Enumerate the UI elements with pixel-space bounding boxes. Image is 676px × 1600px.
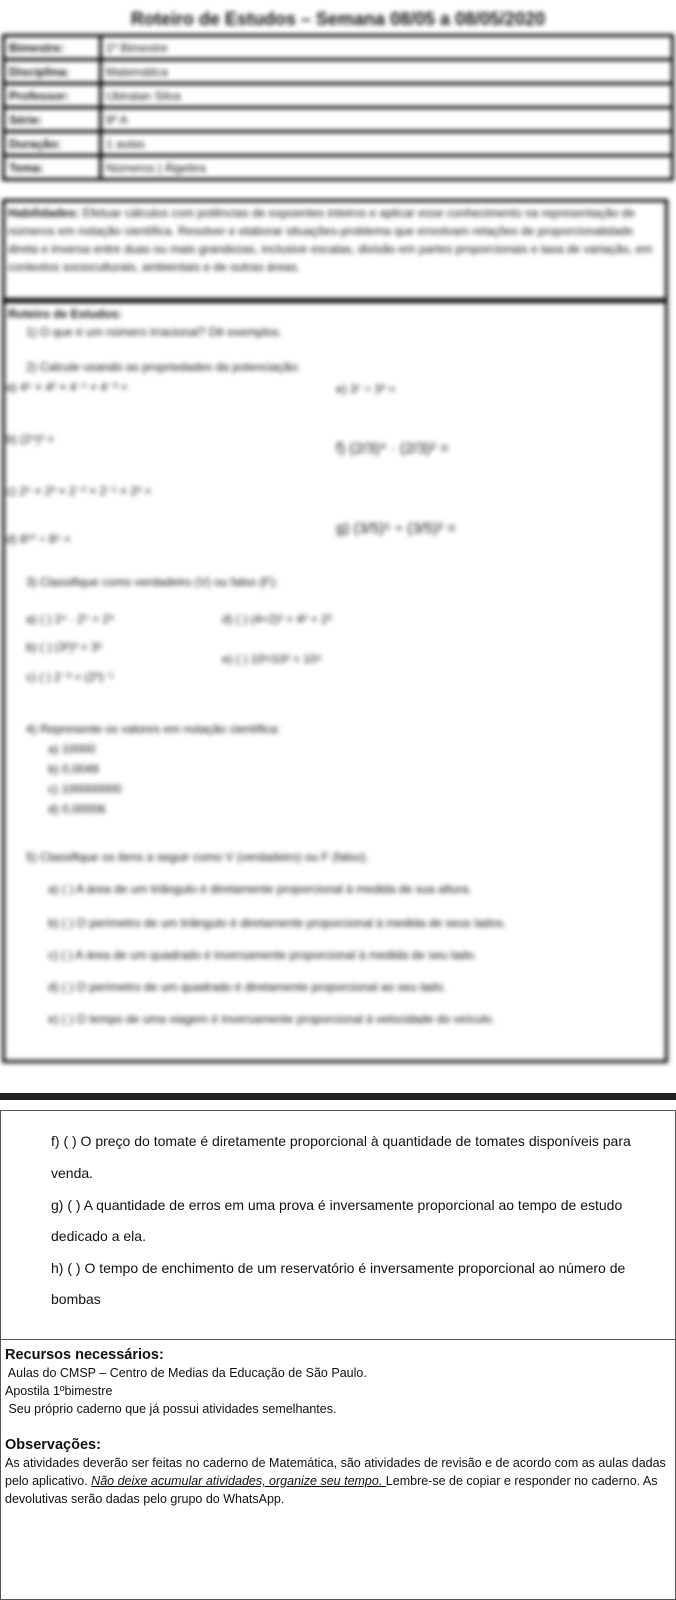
question-3c: c) ( ) 2⁻³ = (2³)⁻¹ xyxy=(26,670,114,684)
header-row xyxy=(4,108,673,132)
question-2b: b) (2⁴)² = xyxy=(6,432,55,446)
item-g-line2: dedicado a ela. xyxy=(51,1228,146,1244)
habilidades-text: Efetuar cálculos com potências de expoentes inteiros e aplicar esse conhecimento na representação de números em notação científica. Resolver e elaborar situações-problema que envolvam relações de proporcionalidade direta e inversa entre duas ou mais grandezas, inclusive escalas, divisão em partes proporcionais e taxa de variação, em contextos socioculturais, ambientais e de outras áreas. xyxy=(8,206,653,274)
header-key: Professor: xyxy=(4,84,101,108)
question-5d: d) ( ) O perímetro de um quadrado é diretamente proporcional ao seu lado. xyxy=(48,980,447,994)
worksheet-title: Roteiro de Estudos – Semana 08/05 a 08/05/2020 xyxy=(130,9,546,29)
question-4d: d) 0,00006 xyxy=(48,802,106,816)
question-2: 2) Calcule usando as propriedades da potenciação: xyxy=(26,360,301,374)
header-row xyxy=(4,156,673,180)
item-h-line2: bombas xyxy=(51,1291,101,1307)
observacoes-title: Observações: xyxy=(5,1437,101,1453)
header-key: Duração: xyxy=(4,132,101,156)
habilidades-label: Habilidades: xyxy=(8,206,80,220)
header-row xyxy=(4,36,673,60)
question-3: 3) Classifique como verdadeiro (V) ou falso (F): xyxy=(26,575,279,589)
question-5e: e) ( ) O tempo de uma viagem é inversamente proporcional à velocidade do veículo. xyxy=(48,1012,495,1026)
question-4c: c) 100000000 xyxy=(48,782,122,796)
question-5b: b) ( ) O perímetro de um triângulo é diretamente proporcional à medida de seus lados. xyxy=(48,916,507,930)
question-3d: d) ( ) (4+2)² = 4² + 2² xyxy=(222,612,332,626)
question-2g: g) (3/5)⁵ ÷ (3/5)² = xyxy=(336,520,456,537)
header-value: Matemática xyxy=(101,60,673,84)
question-3a: a) ( ) 2⁴ · 2⁵ = 2⁹ xyxy=(26,612,115,626)
header-value: 1º Bimestre xyxy=(101,36,673,60)
header-row xyxy=(4,84,673,108)
header-key: Tema: xyxy=(4,156,101,180)
header-value: Números | Álgebra xyxy=(101,156,673,180)
habilidades-box xyxy=(2,199,668,301)
observacoes-emphasis: Não deixe acumular atividades, organize seu tempo. xyxy=(91,1474,386,1488)
question-5a: a) ( ) A área de um triângulo é diretamente proporcional à medida de sua altura. xyxy=(48,882,472,896)
observacoes-part2: Lembre-se de copiar e responder no caderno. As devolutivas serão dadas pelo grupo do WhatsApp. xyxy=(5,1474,658,1506)
roteiro-label: Roteiro de Estudos: xyxy=(8,307,123,321)
continuation-box xyxy=(0,1110,676,1340)
header-row xyxy=(4,60,673,84)
question-2a: a) 4⁵ × 4² × 4⁻¹ × 4⁻³ = xyxy=(6,380,128,394)
header-value: Ubiratan Silva xyxy=(101,84,673,108)
resources-notes-box xyxy=(0,1340,676,1600)
question-1: 1) O que é um número irracional? Dê exemplos. xyxy=(26,325,283,339)
question-3e: e) ( ) 10⁶/10² = 10⁴ xyxy=(222,652,322,666)
item-g-line1: g) ( ) A quantidade de erros em uma prova é inversamente proporcional ao tempo de estudo xyxy=(51,1197,623,1213)
question-2e: e) 3⁷ ÷ 3³ = xyxy=(336,382,396,396)
recursos-title: Recursos necessários: xyxy=(5,1347,164,1363)
worksheet-page-2 xyxy=(0,1110,676,1600)
item-f-line2: venda. xyxy=(51,1165,94,1181)
question-2f: f) (2/3)⁴ · (2/3)² = xyxy=(336,440,449,457)
header-key: Bimestre: xyxy=(4,36,101,60)
header-table xyxy=(2,34,674,181)
recursos-item: Apostila 1ºbimestre xyxy=(5,1384,113,1398)
question-5c: c) ( ) A área de um quadrado é inversamente proporcional à medida de seu lado. xyxy=(48,948,477,962)
question-5: 5) Classifique os itens a seguir como V (verdadeiro) ou F (falso). xyxy=(26,850,369,864)
observacoes-part1: As atividades deverão ser feitas no caderno de Matemática, são atividades de revisão e de acordo com as aulas dadas pelo aplicativo. xyxy=(5,1456,666,1488)
item-h-line1: h) ( ) O tempo de enchimento de um reservatório é inversamente proporcional ao número de xyxy=(51,1260,626,1276)
item-f-line1: f) ( ) O preço do tomate é diretamente proporcional à quantidade de tomates disponíveis para xyxy=(51,1133,631,1149)
question-4b: b) 0,0049 xyxy=(48,762,99,776)
recursos-item: Seu próprio caderno que já possui atividades semelhantes. xyxy=(5,1402,337,1416)
header-key: Disciplina: xyxy=(4,60,101,84)
header-value: 9º A xyxy=(101,108,673,132)
question-2c: c) 2⁵ × 2³ × 2⁻² × 2⁻¹ × 2² = xyxy=(6,484,152,498)
header-row xyxy=(4,132,673,156)
question-4: 4) Represente os valores em notação científica: xyxy=(26,722,281,736)
header-key: Série: xyxy=(4,108,101,132)
recursos-item: Aulas do CMSP – Centro de Medias da Educação de São Paulo. xyxy=(5,1366,367,1380)
page-separator xyxy=(0,1093,676,1100)
question-4a: a) 10000 xyxy=(48,742,96,756)
observacoes-text xyxy=(5,1454,671,1508)
header-value: 1 aulas xyxy=(101,132,673,156)
question-3b: b) ( ) (3²)³ = 3⁵ xyxy=(26,640,103,654)
question-2d: d) 8¹⁰ ÷ 8⁵ = xyxy=(6,532,71,546)
